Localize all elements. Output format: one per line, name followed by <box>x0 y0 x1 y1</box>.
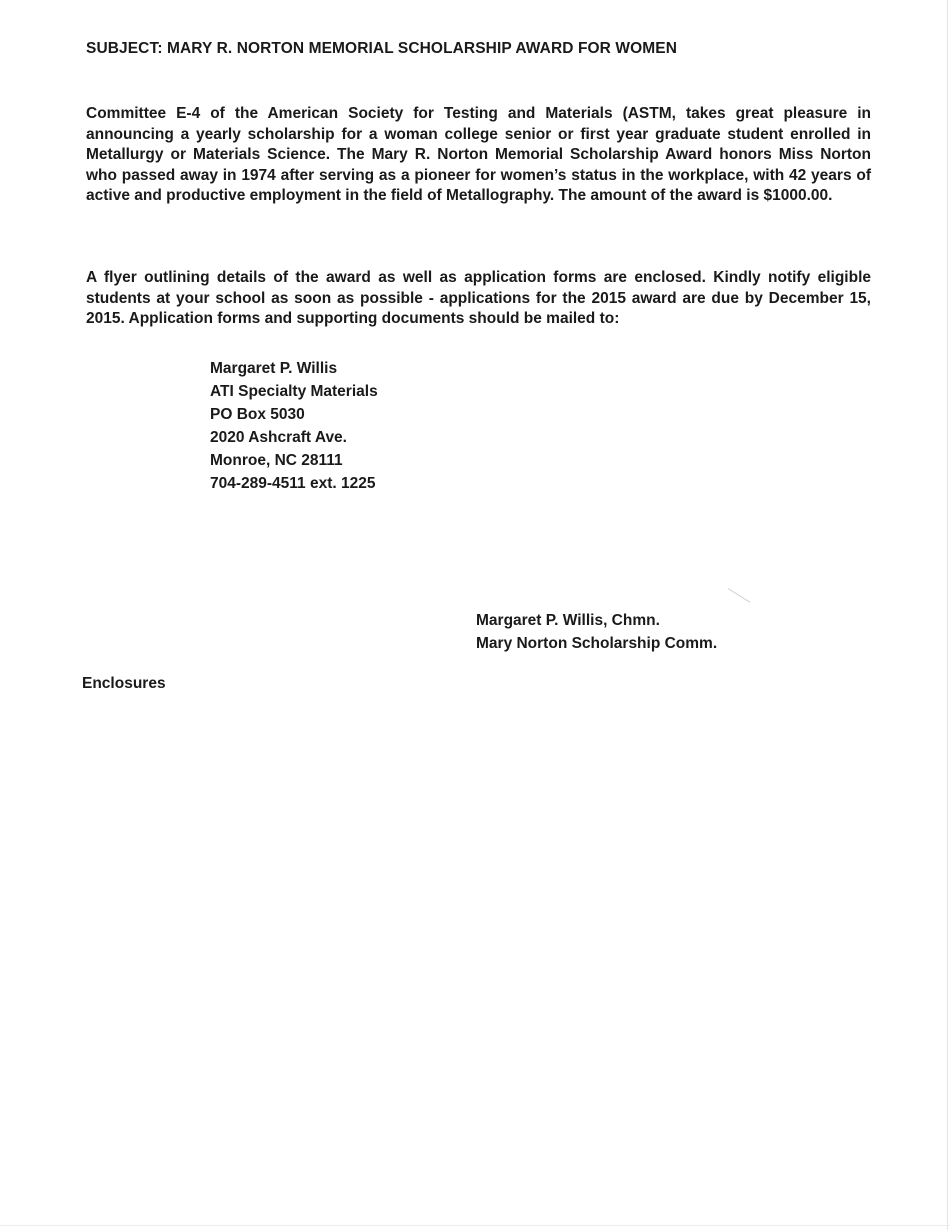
signature-name: Margaret P. Willis, Chmn. <box>476 612 660 629</box>
address-street: 2020 Ashcraft Ave. <box>210 429 347 446</box>
subject-line: SUBJECT: MARY R. NORTON MEMORIAL SCHOLARSHIP AWARD FOR WOMEN <box>86 40 678 57</box>
signature-block <box>476 609 717 655</box>
address-company: ATI Specialty Materials <box>210 383 378 400</box>
scan-edge-bottom <box>0 1225 950 1226</box>
mailing-address-block <box>210 357 378 495</box>
address-phone: 704-289-4511 ext. 1225 <box>210 475 376 492</box>
enclosures-label: Enclosures <box>82 675 166 692</box>
address-name: Margaret P. Willis <box>210 360 338 377</box>
body-paragraph-instructions: A flyer outlining details of the award as well as application forms are enclosed. Kindly notify eligible students at your school as soon as possible - applications for the 2015 award are due by December 15, 2015. Application forms and supporting documents should be mailed to: <box>86 269 871 328</box>
signature-title: Mary Norton Scholarship Comm. <box>476 635 718 652</box>
body-paragraph-announcement: Committee E-4 of the American Society for Testing and Materials (ASTM, takes great pleasure in announcing a yearly scholarship for a woman college senior or first year graduate student enrolled in Metallurgy or Materials Science. The Mary R. Norton Memorial Scholarship Award honors Miss Norton who passed away in 1974 after serving as a pioneer for women’s status in the workplace, with 42 years of active and productive employment in the field of Metallography. The amount of the award is $1000.00. <box>86 105 871 205</box>
address-city: Monroe, NC 28111 <box>210 452 343 469</box>
scan-edge-right <box>947 0 948 1230</box>
address-po-box: PO Box 5030 <box>210 406 305 423</box>
scan-artifact-mark <box>728 588 751 603</box>
